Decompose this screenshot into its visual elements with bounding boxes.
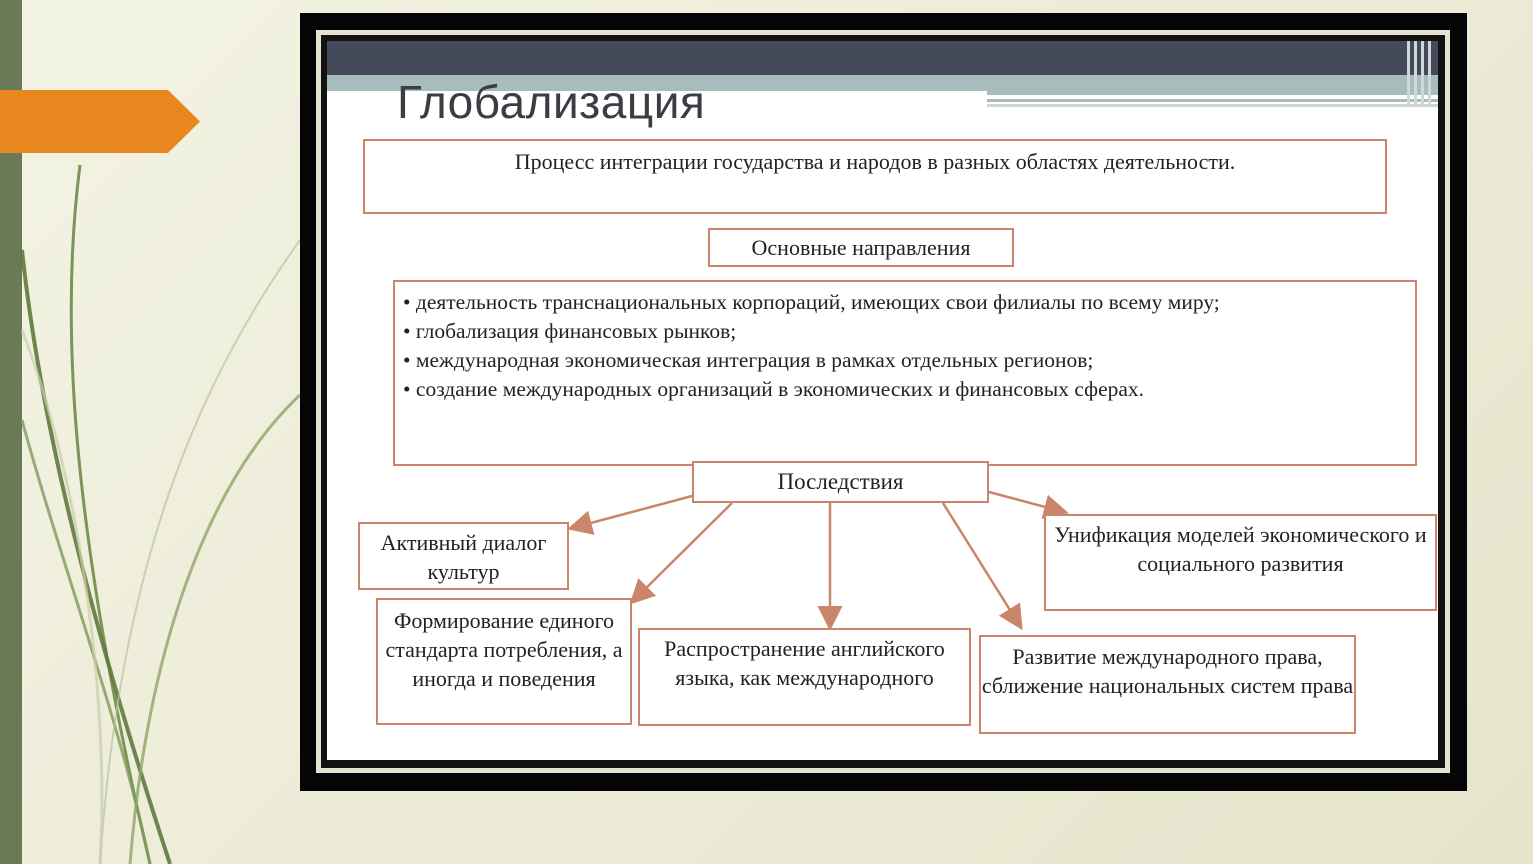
- slide-image: [327, 41, 1438, 760]
- consequences-label: Последствия: [692, 461, 989, 503]
- consequence-box-culture-dialog: Активный диалог культур: [358, 522, 569, 590]
- list-item: • глобализация финансовых рынков;: [403, 319, 737, 343]
- decorative-swoosh: [0, 0, 320, 864]
- list-item: • международная экономическая интеграция в рамках отдельных регионов;: [403, 348, 1094, 372]
- consequence-box-model-unification: Унификация моделей экономического и социального развития: [1044, 514, 1437, 611]
- list-item: • деятельность транснациональных корпораций, имеющих свои филиалы по всему миру;: [403, 290, 1220, 314]
- directions-list: [393, 280, 1417, 466]
- list-item: • создание международных организаций в экономических и финансовых сферах.: [403, 377, 1145, 401]
- directions-label: Основные направления: [708, 228, 1014, 267]
- consequence-box-consumption-standard: Формирование единого стандарта потребления, а иногда и поведения: [376, 598, 632, 725]
- slide-title: Глобализация: [397, 76, 706, 128]
- definition-box: Процесс интеграции государства и народов в разных областях деятельности.: [363, 139, 1387, 214]
- consequence-box-international-law: Развитие международного права, сближение национальных систем права: [979, 635, 1356, 734]
- consequence-box-english-language: Распространение английского языка, как международного: [638, 628, 971, 726]
